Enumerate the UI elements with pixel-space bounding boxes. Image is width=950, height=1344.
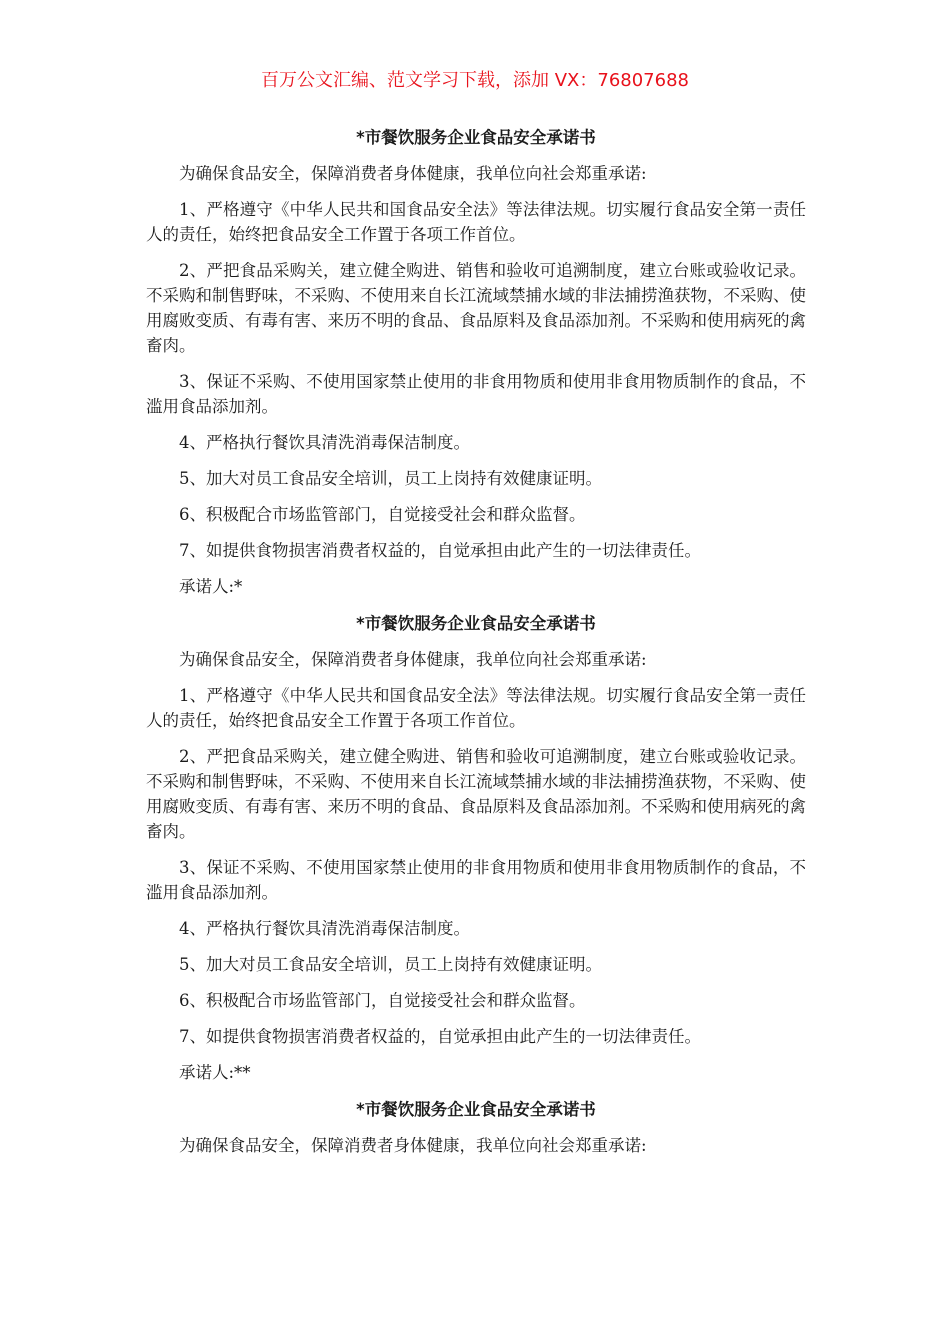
pledge-item-3: 3、保证不采购、不使用国家禁止使用的非食用物质和使用非食用物质制作的食品，不滥用食品添加剂。 <box>146 372 806 416</box>
pledge-item-1: 1、严格遵守《中华人民共和国食品安全法》等法律法规。切实履行食品安全第一责任人的责任，始终把食品安全工作置于各项工作首位。 <box>146 200 806 244</box>
pledge-intro: 为确保食品安全，保障消费者身体健康，我单位向社会郑重承诺: <box>179 650 647 669</box>
pledge-item-2: 2、严把食品采购关，建立健全购进、销售和验收可追溯制度，建立台账或验收记录。不采购和制售野味，不采购、不使用来自长江流域禁捕水域的非法捕捞渔获物，不采购、使用腐败变质、有毒有害、来历不明的食品、食品原料及食品添加剂。不采购和使用病死的禽畜肉。 <box>146 747 806 841</box>
pledge-item-2: 2、严把食品采购关，建立健全购进、销售和验收可追溯制度，建立台账或验收记录。不采购和制售野味，不采购、不使用来自长江流域禁捕水域的非法捕捞渔获物，不采购、使用腐败变质、有毒有害、来历不明的食品、食品原料及食品添加剂。不采购和使用病死的禽畜肉。 <box>146 261 806 355</box>
document-body <box>146 124 806 1169</box>
download-banner: 百万公文汇编、范文学习下载，添加 VX：76807688 <box>261 70 689 91</box>
pledge-signer: 承诺人:* <box>179 577 243 596</box>
pledge-title: *市餐饮服务企业食品安全承诺书 <box>356 1100 596 1119</box>
pledge-block <box>146 124 806 599</box>
pledge-item-5: 5、加大对员工食品安全培训，员工上岗持有效健康证明。 <box>179 469 602 488</box>
pledge-item-4: 4、严格执行餐饮具清洗消毒保洁制度。 <box>179 433 470 452</box>
pledge-intro: 为确保食品安全，保障消费者身体健康，我单位向社会郑重承诺: <box>179 164 647 183</box>
pledge-title: *市餐饮服务企业食品安全承诺书 <box>356 614 596 633</box>
pledge-item-4: 4、严格执行餐饮具清洗消毒保洁制度。 <box>179 919 470 938</box>
pledge-item-7: 7、如提供食物损害消费者权益的，自觉承担由此产生的一切法律责任。 <box>179 1027 701 1046</box>
pledge-item-7: 7、如提供食物损害消费者权益的，自觉承担由此产生的一切法律责任。 <box>179 541 701 560</box>
pledge-block <box>146 1096 806 1158</box>
pledge-block <box>146 610 806 1085</box>
pledge-item-6: 6、积极配合市场监管部门，自觉接受社会和群众监督。 <box>179 505 586 524</box>
pledge-title: *市餐饮服务企业食品安全承诺书 <box>356 128 596 147</box>
pledge-item-1: 1、严格遵守《中华人民共和国食品安全法》等法律法规。切实履行食品安全第一责任人的责任，始终把食品安全工作置于各项工作首位。 <box>146 686 806 730</box>
pledge-item-5: 5、加大对员工食品安全培训，员工上岗持有效健康证明。 <box>179 955 602 974</box>
pledge-item-6: 6、积极配合市场监管部门，自觉接受社会和群众监督。 <box>179 991 586 1010</box>
pledge-item-3: 3、保证不采购、不使用国家禁止使用的非食用物质和使用非食用物质制作的食品，不滥用食品添加剂。 <box>146 858 806 902</box>
pledge-intro: 为确保食品安全，保障消费者身体健康，我单位向社会郑重承诺: <box>179 1136 647 1155</box>
pledge-signer: 承诺人:** <box>179 1063 251 1082</box>
